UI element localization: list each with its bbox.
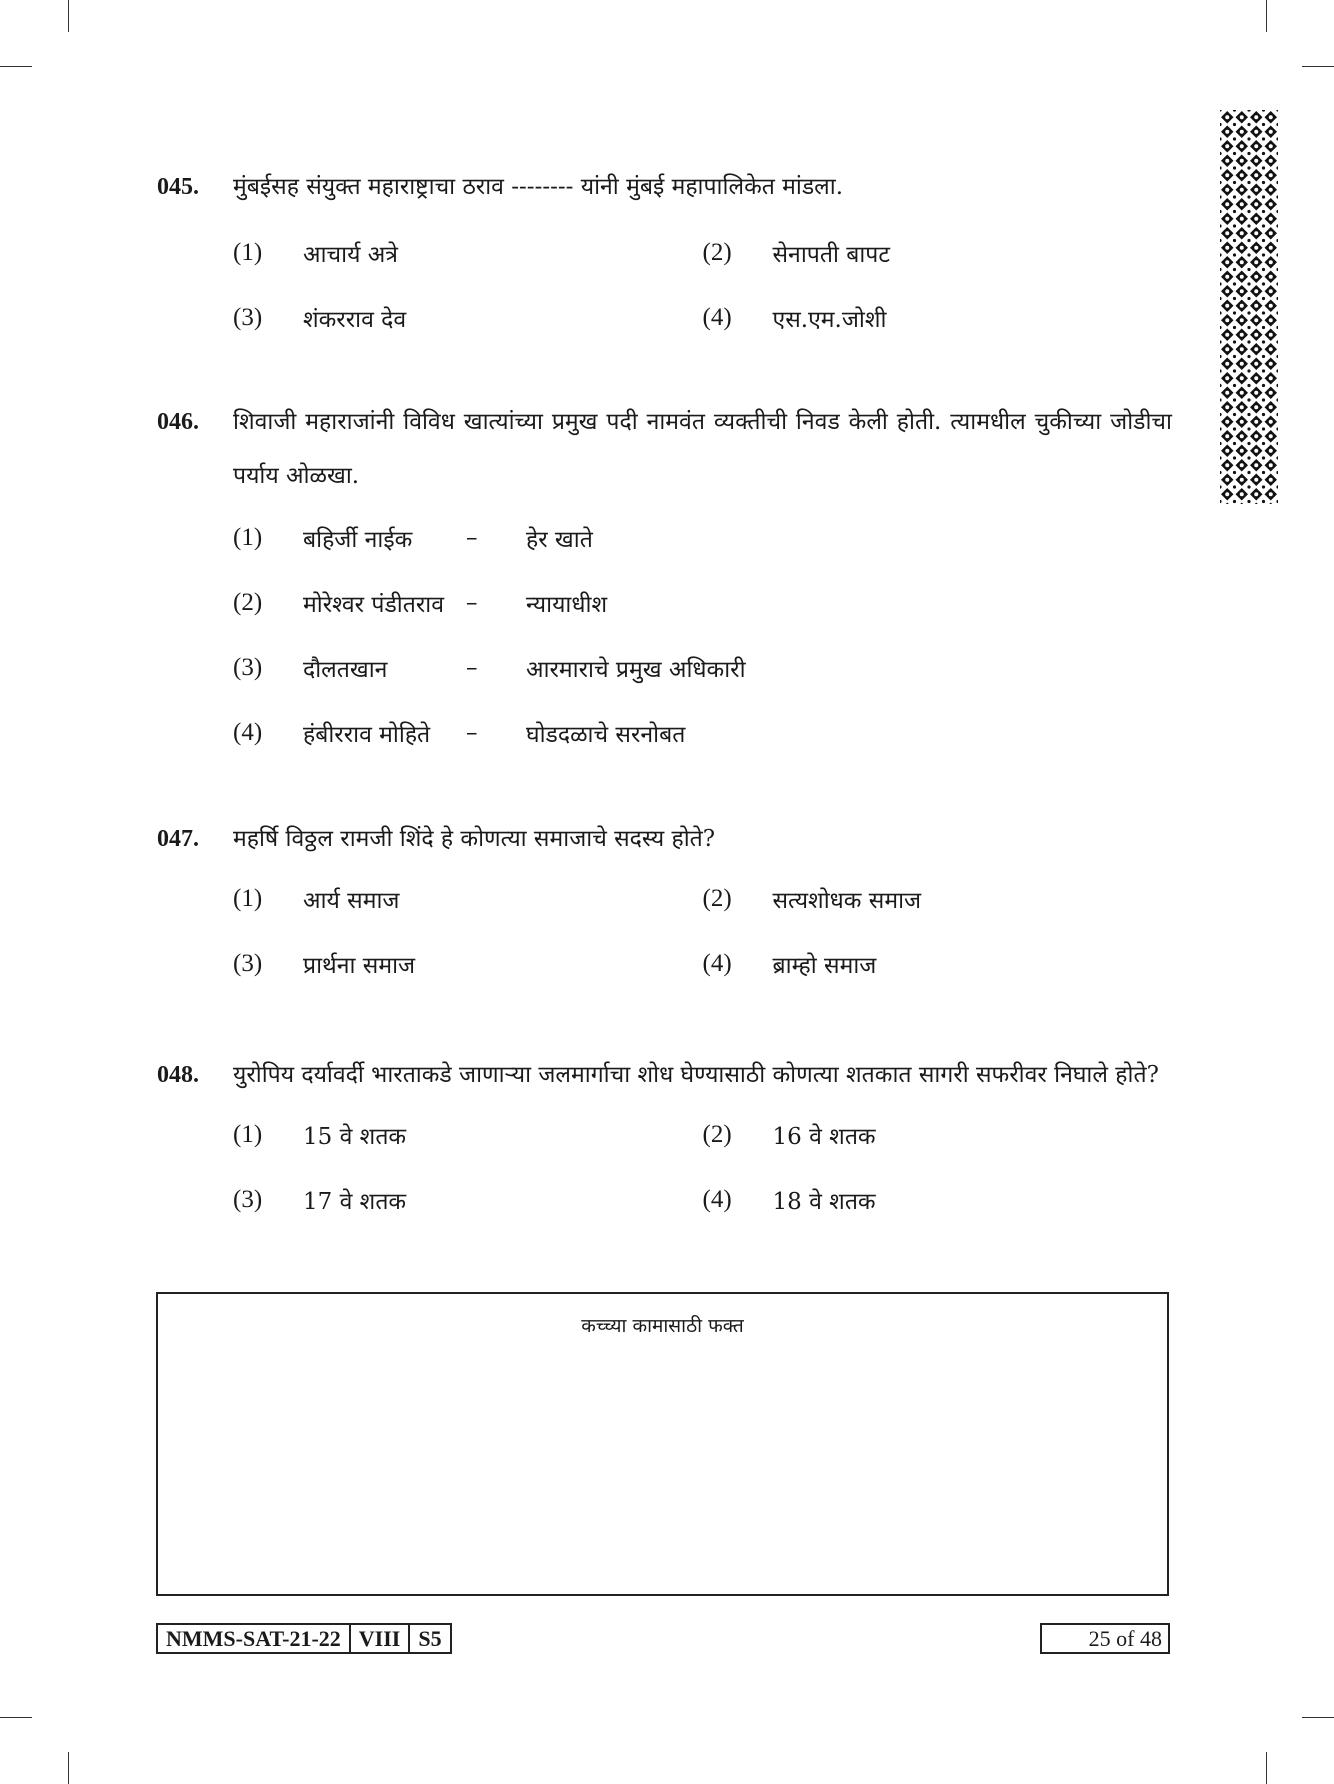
crop-mark <box>1302 1717 1334 1718</box>
option-number: (3) <box>233 653 263 681</box>
option-number: (4) <box>702 949 732 977</box>
crop-mark <box>68 1752 69 1784</box>
option-pair <box>233 635 1172 700</box>
option-number: (2) <box>702 884 732 912</box>
option <box>703 237 1173 269</box>
option <box>703 883 1173 915</box>
crop-mark <box>1302 66 1334 67</box>
option-text: आचार्य अत्रे <box>303 241 398 268</box>
pair-separator: – <box>466 589 478 616</box>
option <box>233 237 703 269</box>
option <box>703 1184 1173 1216</box>
option-text: आर्य समाज <box>303 887 400 914</box>
option-number: (1) <box>233 523 263 551</box>
pair-right: हेर खाते <box>526 526 593 553</box>
option-number: (4) <box>702 1185 732 1213</box>
option-text: 16 वे शतक <box>772 1123 876 1150</box>
question-number: 045. <box>157 174 199 200</box>
option-number: (4) <box>233 718 263 746</box>
question-number: 046. <box>157 409 199 435</box>
option-number: (3) <box>233 949 263 977</box>
question-047 <box>157 812 1172 996</box>
crop-mark <box>1266 1752 1267 1784</box>
pair-right: आरमाराचे प्रमुख अधिकारी <box>526 656 746 683</box>
option-text: सेनापती बापट <box>772 241 890 268</box>
option <box>703 948 1173 980</box>
decorative-pattern <box>1220 110 1278 504</box>
question-number: 047. <box>157 826 199 852</box>
pair-left: हंबीरराव मोहिते <box>303 721 431 748</box>
option-text: ब्राम्हो समाज <box>772 952 877 979</box>
rough-work-box <box>156 1292 1169 1596</box>
option-text: 18 वे शतक <box>772 1188 876 1215</box>
option <box>233 1119 703 1151</box>
pair-right: घोडदळाचे सरनोबत <box>526 721 686 748</box>
option <box>233 1184 703 1216</box>
pair-separator: – <box>466 654 478 681</box>
pair-right: न्यायाधीश <box>526 591 608 618</box>
option <box>233 302 703 334</box>
set-label: S5 <box>408 1625 449 1652</box>
pair-left: मोरेश्वर पंडीतराव <box>303 591 444 618</box>
crop-mark <box>0 1717 32 1718</box>
question-text: शिवाजी महाराजांनी विविध खात्यांच्या प्रमुख पदी नामवंत व्यक्तीची निवड केली होती. त्यामधील चुकीच्या जोडीचा पर्याय ओळखा. <box>233 409 1172 489</box>
option-number: (1) <box>233 884 263 912</box>
crop-mark <box>1266 0 1267 32</box>
option <box>703 1119 1173 1151</box>
option <box>703 302 1173 334</box>
option-text: 15 वे शतक <box>303 1123 407 1150</box>
option-pair <box>233 505 1172 570</box>
crop-mark <box>68 0 69 32</box>
pair-separator: – <box>466 719 478 746</box>
option-number: (2) <box>702 1120 732 1148</box>
option <box>233 883 703 915</box>
option-text: प्रार्थना समाज <box>303 952 416 979</box>
page-number: 25 of 48 <box>1040 1623 1170 1654</box>
question-046 <box>157 395 1172 765</box>
question-045 <box>157 160 1172 350</box>
rough-work-title: कच्च्या कामासाठी फक्त <box>581 1315 744 1337</box>
option-number: (4) <box>702 303 732 331</box>
pair-left: बहिर्जी नाईक <box>303 526 413 553</box>
option-number: (3) <box>233 1185 263 1213</box>
option-number: (1) <box>233 238 263 266</box>
option-text: शंकरराव देव <box>303 306 407 333</box>
option-number: (2) <box>702 238 732 266</box>
option-number: (2) <box>233 588 263 616</box>
option-text: एस.एम.जोशी <box>772 306 887 333</box>
option-number: (3) <box>233 303 263 331</box>
option-text: सत्यशोधक समाज <box>772 887 922 914</box>
option-number: (1) <box>233 1120 263 1148</box>
option-pair <box>233 700 1172 765</box>
footer-code-box <box>156 1623 452 1654</box>
question-number: 048. <box>157 1062 199 1088</box>
exam-code: NMMS-SAT-21-22 <box>166 1625 341 1651</box>
option-pair <box>233 570 1172 635</box>
question-text: युरोपिय दर्यावर्दी भारताकडे जाणाऱ्या जलमार्गाचा शोध घेण्यासाठी कोणत्या शतकात सागरी सफरीवर निघाले होते? <box>233 1062 1159 1088</box>
crop-mark <box>0 66 32 67</box>
pair-left: दौलतखान <box>303 656 388 683</box>
option-text: 17 वे शतक <box>303 1188 407 1215</box>
class-label: VIII <box>349 1625 409 1652</box>
option <box>233 948 703 980</box>
question-text: महर्षि विठ्ठल रामजी शिंदे हे कोणत्या समाजाचे सदस्य होते? <box>233 826 716 852</box>
question-text: मुंबईसह संयुक्त महाराष्ट्राचा ठराव -------- यांनी मुंबई महापालिकेत मांडला. <box>233 174 844 200</box>
pair-separator: – <box>466 524 478 551</box>
question-048 <box>157 1048 1172 1232</box>
